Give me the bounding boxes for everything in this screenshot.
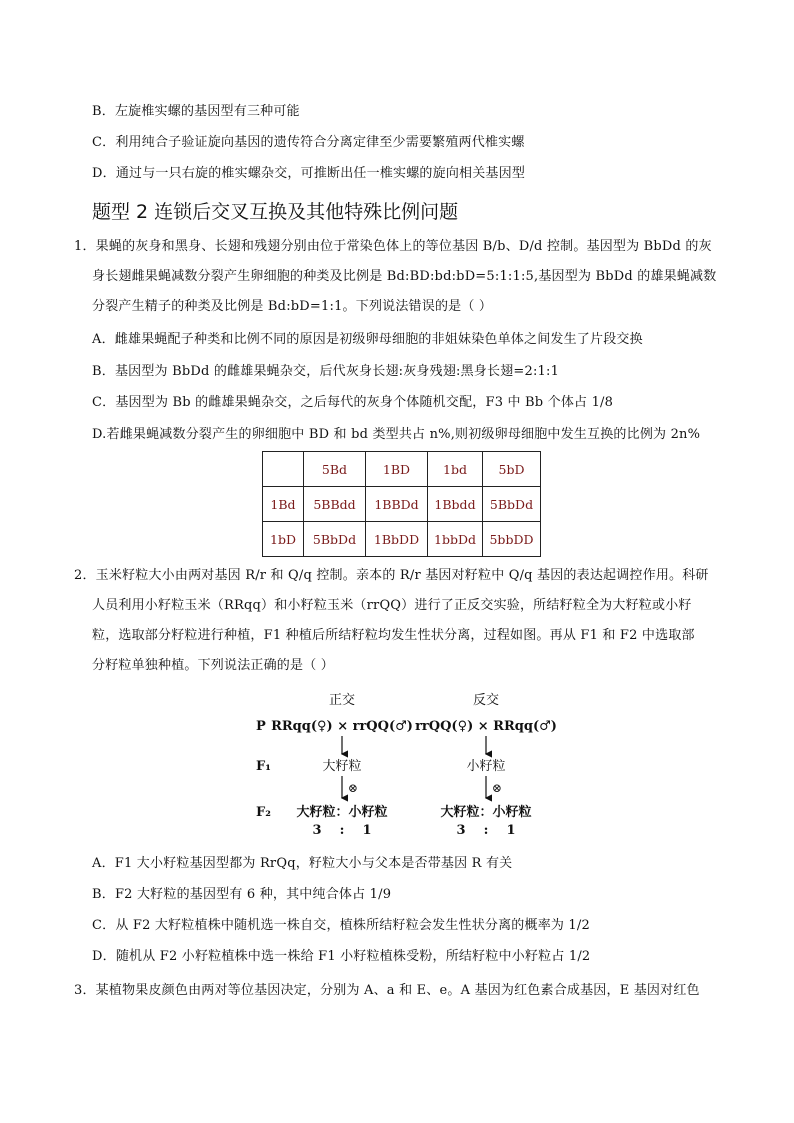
reverse-selfing-symbol: ⊗ [492, 781, 503, 795]
section-heading: 题型 2 连锁后交叉互换及其他特殊比例问题 [92, 201, 459, 223]
table-cell: 5BbDd [483, 487, 541, 522]
q1-option-b: B．基因型为 BbDd 的雌雄果蝇杂交，后代灰身长翅:灰身残翅:黑身长翅=2:1:1 [92, 364, 560, 379]
q1-stem-line2: 身长翅雌果蝇减数分裂产生卵细胞的种类及比例是 Bd:BD:bd:bD=5:1:1:5,基因型为 BbDd 的雄果蝇减数 [92, 269, 717, 284]
punnett-table [262, 451, 541, 557]
forward-f1-phenotype: 大籽粒 [322, 759, 362, 774]
q1-option-a: A．雌雄果蝇配子种类和比例不同的原因是初级卵母细胞的非姐妹染色单体之间发生了片段交换 [92, 332, 643, 347]
reverse-cross-title: 反交 [472, 693, 500, 708]
q2-option-d: D．随机从 F2 小籽粒植株中选一株给 F1 小籽粒植株受粉，所结籽粒中小籽粒占 1/2 [92, 949, 591, 964]
table-row [263, 522, 541, 557]
table-cell: 1bbDd [428, 522, 483, 557]
q2-option-b: B．F2 大籽粒的基因型有 6 种，其中纯合体占 1/9 [92, 887, 392, 902]
table-cell: 1Bbdd [428, 487, 483, 522]
table-cell [263, 452, 304, 487]
q1-option-c: C．基因型为 Bb 的雌雄果蝇杂交，之后每代的灰身个体随机交配，F3 中 Bb 个体占 1/8 [92, 395, 614, 410]
forward-f2-phenotypes: 大籽粒：小籽粒 [296, 805, 388, 820]
table-cell: 5bD [483, 452, 541, 487]
table-cell: 5BBdd [304, 487, 366, 522]
table-cell: 1bd [428, 452, 483, 487]
forward-parent-cross: RRqq(♀) × rrQQ(♂) [271, 719, 413, 734]
table-cell: 1BbDD [366, 522, 428, 557]
q1-option-d: D.若雌果蝇减数分裂产生的卵细胞中 BD 和 bd 类型共占 n%,则初级卵母细胞中发生互换的比例为 2n% [92, 427, 701, 442]
forward-f2-ratio: 3 : 1 [312, 823, 372, 838]
table-cell: 1bD [263, 522, 304, 557]
generation-f1-label: F₁ [256, 759, 271, 774]
table-cell: 1BBDd [366, 487, 428, 522]
q2-option-a: A．F1 大小籽粒基因型都为 RrQq，籽粒大小与父本是否带基因 R 有关 [92, 856, 513, 871]
q2-stem-line1: 2．玉米籽粒大小由两对基因 R/r 和 Q/q 控制。亲本的 R/r 基因对籽粒中 Q/q 基因的表达起调控作用。科研 [74, 568, 709, 583]
q3-stem-line1: 3．某植物果皮颜色由两对等位基因决定，分别为 A、a 和 E、e。A 基因为红色素合成基因，E 基因对红色 [74, 983, 700, 998]
table-cell: 5BbDd [304, 522, 366, 557]
q2-stem-line3: 粒，选取部分籽粒进行种植，F1 种植后所结籽粒均发生性状分离，过程如图。再从 F1 和 F2 中选取部 [92, 628, 695, 643]
reverse-f2-ratio: 3 : 1 [456, 823, 516, 838]
table-row [263, 487, 541, 522]
table-cell: 5bbDD [483, 522, 541, 557]
q1-stem-line1: 1．果蝇的灰身和黑身、长翅和残翅分别由位于常染色体上的等位基因 B/b、D/d 控制。基因型为 BbDd 的灰 [74, 239, 712, 254]
option-c-prev: C．利用纯合子验证旋向基因的遗传符合分离定律至少需要繁殖两代椎实螺 [92, 135, 525, 150]
table-cell: 1BD [366, 452, 428, 487]
generation-p-label: P [256, 719, 266, 734]
q2-option-c: C．从 F2 大籽粒植株中随机选一株自交，植株所结籽粒会发生性状分离的概率为 1/2 [92, 918, 590, 933]
forward-cross-title: 正交 [328, 693, 356, 708]
generation-f2-label: F₂ [256, 805, 271, 820]
option-d-prev: D．通过与一只右旋的椎实螺杂交，可推断出任一椎实螺的旋向相关基因型 [92, 166, 526, 181]
option-b-prev: B．左旋椎实螺的基因型有三种可能 [92, 104, 300, 119]
forward-selfing-symbol: ⊗ [348, 781, 359, 795]
reverse-parent-cross: rrQQ(♀) × RRqq(♂) [415, 719, 557, 734]
cross-diagram [250, 688, 560, 840]
reverse-f2-phenotypes: 大籽粒：小籽粒 [440, 805, 532, 820]
table-cell: 5Bd [304, 452, 366, 487]
q2-stem-line2: 人员利用小籽粒玉米（RRqq）和小籽粒玉米（rrQQ）进行了正反交实验，所结籽粒全为大籽粒或小籽 [92, 598, 692, 613]
table-cell: 1Bd [263, 487, 304, 522]
q2-stem-line4: 分籽粒单独种植。下列说法正确的是（ ） [92, 658, 334, 673]
reverse-f1-phenotype: 小籽粒 [466, 759, 506, 774]
q1-stem-line3: 分裂产生精子的种类及比例是 Bd:bD=1:1。下列说法错误的是（ ） [92, 299, 493, 314]
table-row [263, 452, 541, 487]
